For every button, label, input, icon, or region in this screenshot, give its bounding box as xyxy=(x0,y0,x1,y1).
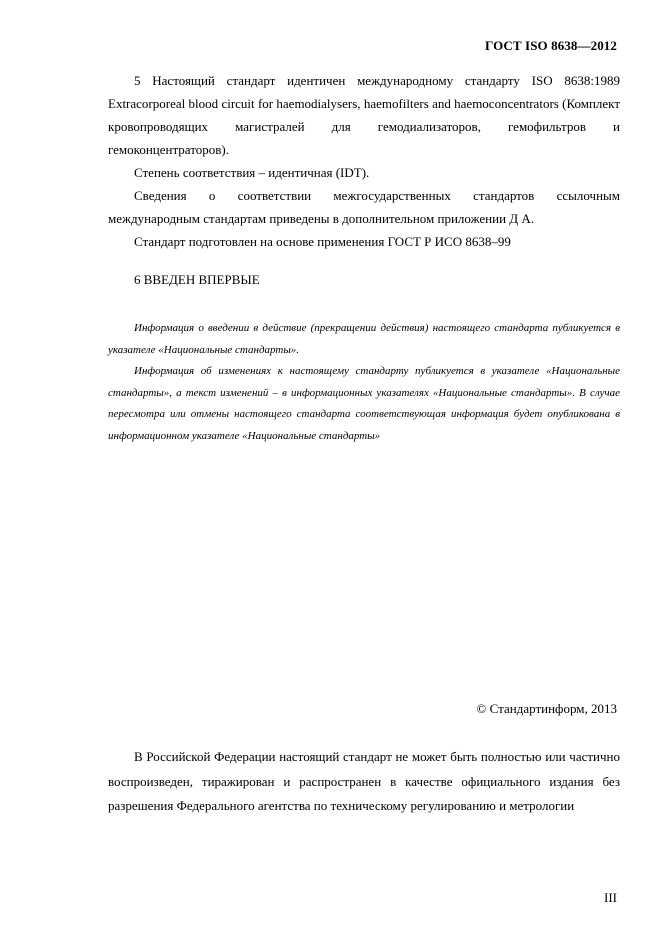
standard-designation: ГОСТ ISO 8638—2012 xyxy=(485,38,617,53)
paragraph-conformity-degree: Степень соответствия – идентичная (IDT). xyxy=(134,165,370,180)
info-paragraph-changes: Информация об изменениях к настоящему стандарту публикуется в указателе «Национальные стандарты», а текст изменений – в информационных указателях «Национальные стандарты». В случае пересмотра или отмены настоящего стандарта соответствующая информация будет опубликована в информационном указателе «Национальные стандарты» xyxy=(108,365,620,442)
info-paragraph-enactment: Информация о введении в действие (прекращении действия) настоящего стандарта публикуется в указателе «Национальные стандарты». xyxy=(108,322,620,356)
page-number: III xyxy=(604,890,617,905)
rights-block xyxy=(108,745,620,819)
paragraph-references-info: Сведения о соответствии межгосударственных стандартов ссылочным международным стандартам приведены в дополнительном приложении Д А. xyxy=(108,188,620,226)
rights-paragraph: В Российской Федерации настоящий стандарт не может быть полностью или частично воспроизведен, тиражирован и распространен в качестве официального издания без разрешения Федерального агентства по техническому регулированию и метрологии xyxy=(108,749,620,813)
paragraph-identity: 5 Настоящий стандарт идентичен международному стандарту ISO 8638:1989 Extracorporeal blood circuit for haemodialysers, haemofilters and haemoconcentrators (Комплект кровопроводящих магистралей для гемодиализаторов, гемофильтров и гемоконцентраторов). xyxy=(108,73,620,157)
info-block xyxy=(108,318,620,447)
copyright-notice: © Стандартинформ, 2013 xyxy=(476,701,617,716)
intro-block xyxy=(108,69,620,253)
section-introduced-first-time: 6 ВВЕДЕН ВПЕРВЫЕ xyxy=(134,272,260,287)
paragraph-prepared-basis: Стандарт подготовлен на основе применения ГОСТ Р ИСО 8638–99 xyxy=(134,234,511,249)
